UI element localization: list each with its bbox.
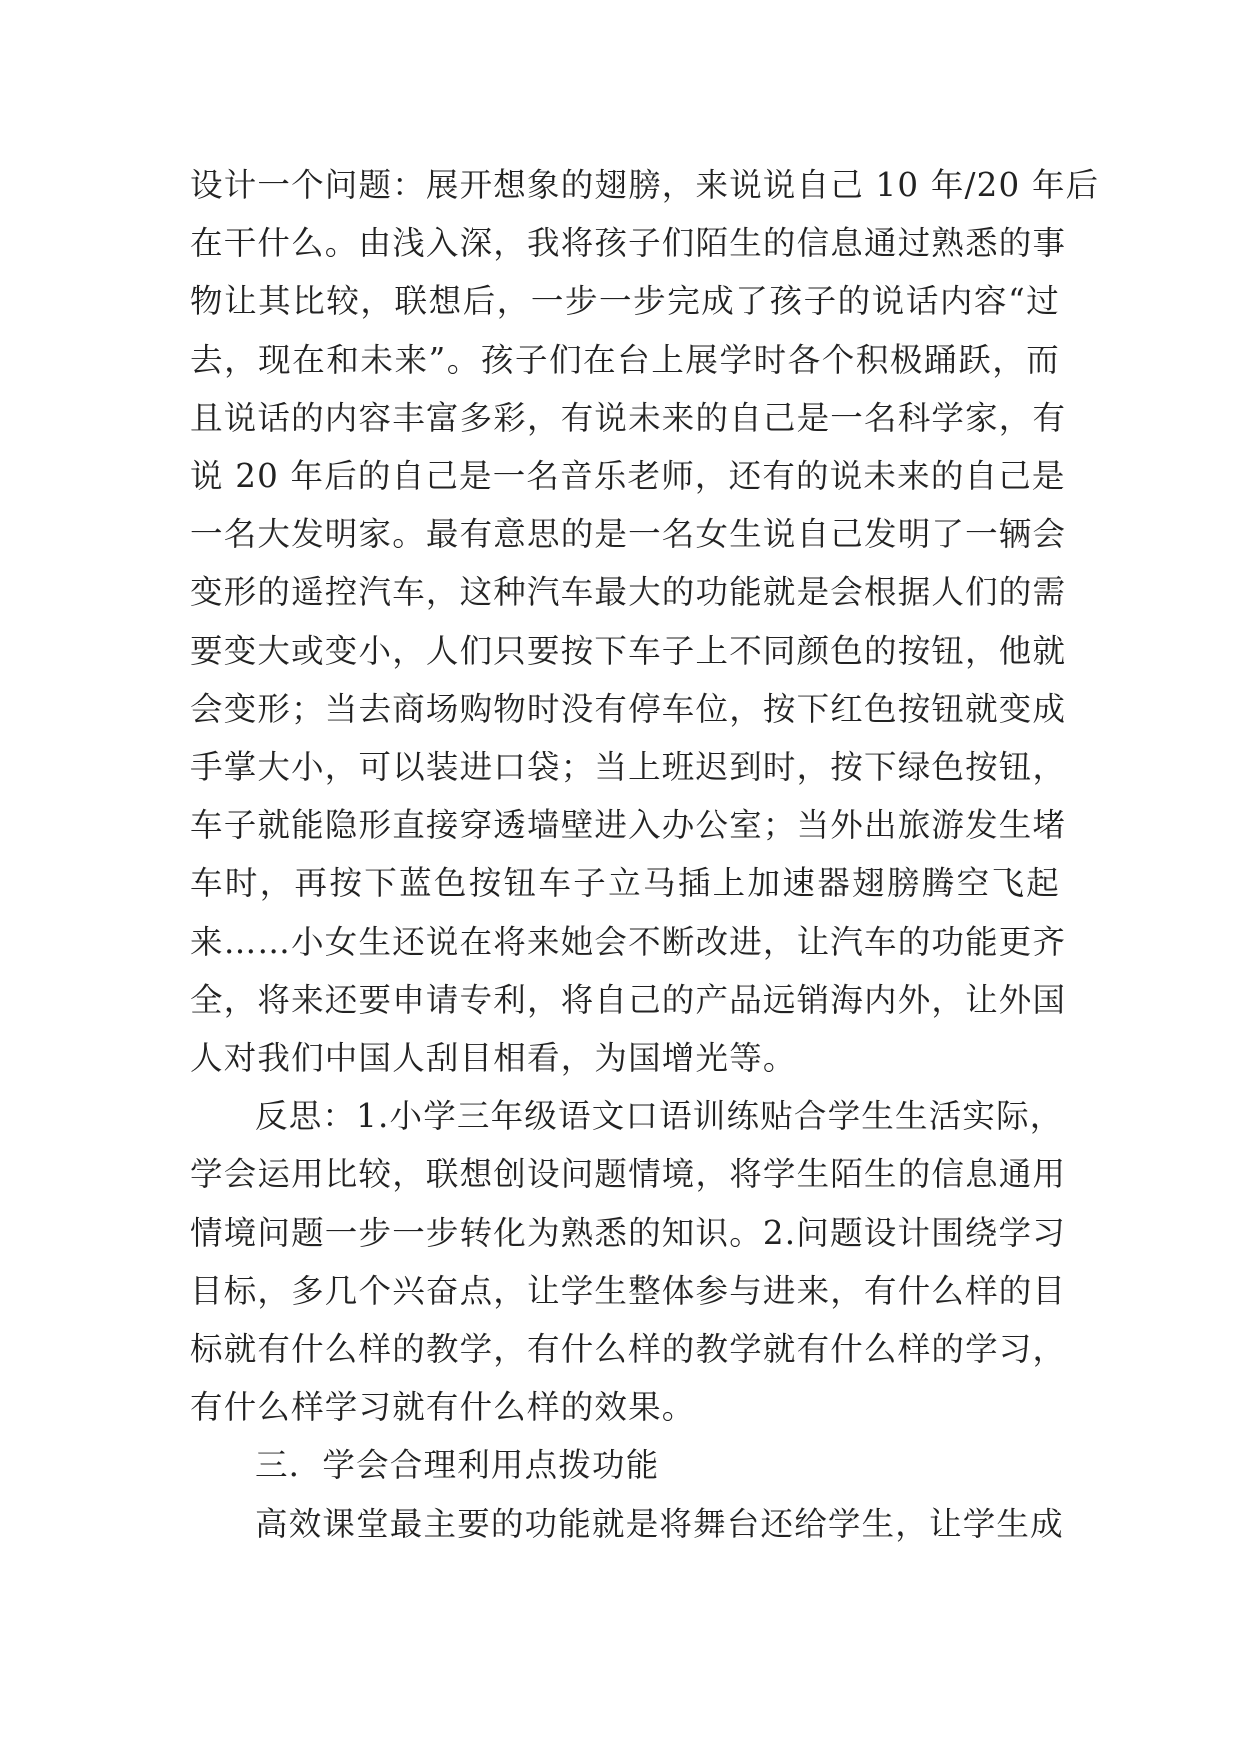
body-text (190, 156, 1100, 1553)
text-line: 学会运用比较，联想创设问题情境，将学生陌生的信息通用 (190, 1155, 1067, 1194)
text-line: 变形的遥控汽车，这种汽车最大的功能就是会根据人们的需 (190, 573, 1067, 612)
text-line: 在干什么。由浅入深，我将孩子们陌生的信息通过熟悉的事 (190, 224, 1067, 263)
text-line: 要变大或变小，人们只要按下车子上不同颜色的按钮，他就 (190, 631, 1067, 670)
text-line: 去，现在和未来”。孩子们在台上展学时各个积极踊跃，而 (190, 340, 1060, 379)
text-line: 有什么样学习就有什么样的效果。 (190, 1388, 696, 1427)
text-line: 目标，多几个兴奋点，让学生整体参与进来，有什么样的目 (190, 1271, 1067, 1310)
text-line: 说 20 年后的自己是一名音乐老师，还有的说未来的自己是 (190, 457, 1066, 496)
text-line: 设计一个问题：展开想象的翅膀，来说说自己 10 年/20 年后 (190, 166, 1100, 204)
paragraph-section-body (190, 1495, 1064, 1553)
text-line: 来……小女生还说在将来她会不断改进，让汽车的功能更齐 (190, 922, 1067, 961)
text-line: 情境问题一步一步转化为熟悉的知识。2.问题设计围绕学习 (190, 1213, 1066, 1252)
text-line: 标就有什么样的教学，有什么样的教学就有什么样的学习， (190, 1330, 1067, 1369)
text-line: 人对我们中国人刮目相看，为国增光等。 (190, 1039, 797, 1078)
text-line: 高效课堂最主要的功能就是将舞台还给学生，让学生成 (255, 1504, 1064, 1543)
text-line: 车时，再按下蓝色按钮车子立马插上加速器翅膀腾空飞起 (190, 864, 1060, 903)
heading-text: 三．学会合理利用点拨功能 (255, 1446, 660, 1485)
text-line: 反思：1.小学三年级语文口语训练贴合学生生活实际， (255, 1097, 1064, 1136)
text-line: 会变形；当去商场购物时没有停车位，按下红色按钮就变成 (190, 689, 1067, 728)
text-line: 手掌大小，可以装进口袋；当上班迟到时，按下绿色按钮， (190, 748, 1067, 787)
text-line: 物让其比较，联想后，一步一步完成了孩子的说话内容“过 (190, 282, 1060, 321)
text-line: 一名大发明家。最有意思的是一名女生说自己发明了一辆会 (190, 515, 1067, 554)
text-line: 全，将来还要申请专利，将自己的产品远销海内外，让外国 (190, 980, 1067, 1019)
text-line: 且说话的内容丰富多彩，有说未来的自己是一名科学家，有 (190, 398, 1067, 437)
paragraph-reflection (190, 1087, 1067, 1436)
section-heading (190, 1436, 1060, 1494)
text-line: 车子就能隐形直接穿透墙壁进入办公室；当外出旅游发生堵 (190, 806, 1067, 845)
paragraph-continuation (190, 156, 1100, 1087)
